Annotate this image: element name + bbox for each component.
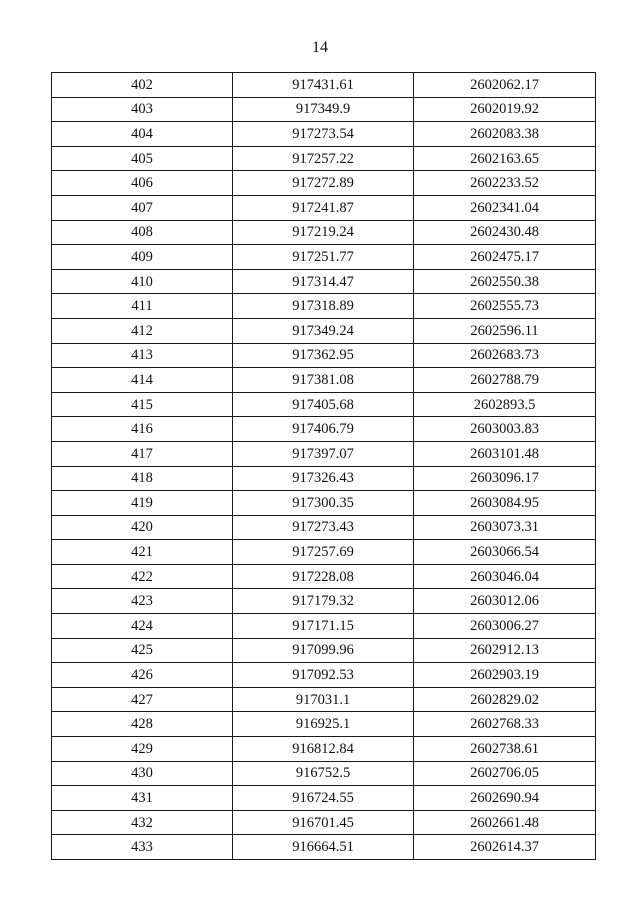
x-coordinate-cell: 917179.32 <box>233 589 414 614</box>
point-number-cell: 414 <box>52 368 233 393</box>
x-coordinate-cell: 917171.15 <box>233 614 414 639</box>
x-coordinate-cell: 917099.96 <box>233 638 414 663</box>
x-coordinate-cell: 917300.35 <box>233 491 414 516</box>
table-row <box>52 392 596 417</box>
y-coordinate-cell: 2602690.94 <box>414 786 596 811</box>
point-number-cell: 409 <box>52 245 233 270</box>
point-number-cell: 413 <box>52 343 233 368</box>
x-coordinate-cell: 916701.45 <box>233 810 414 835</box>
point-number-cell: 411 <box>52 294 233 319</box>
x-coordinate-cell: 917381.08 <box>233 368 414 393</box>
table-row <box>52 663 596 688</box>
table-row <box>52 73 596 98</box>
point-number-cell: 428 <box>52 712 233 737</box>
point-number-cell: 425 <box>52 638 233 663</box>
point-number-cell: 408 <box>52 220 233 245</box>
x-coordinate-cell: 917092.53 <box>233 663 414 688</box>
y-coordinate-cell: 2602555.73 <box>414 294 596 319</box>
y-coordinate-cell: 2603046.04 <box>414 564 596 589</box>
y-coordinate-cell: 2602706.05 <box>414 761 596 786</box>
table-row <box>52 368 596 393</box>
y-coordinate-cell: 2602903.19 <box>414 663 596 688</box>
y-coordinate-cell: 2602596.11 <box>414 318 596 343</box>
x-coordinate-cell: 917397.07 <box>233 441 414 466</box>
x-coordinate-cell: 917257.22 <box>233 146 414 171</box>
table-row <box>52 515 596 540</box>
table-row <box>52 171 596 196</box>
y-coordinate-cell: 2602829.02 <box>414 687 596 712</box>
x-coordinate-cell: 916812.84 <box>233 737 414 762</box>
x-coordinate-cell: 917272.89 <box>233 171 414 196</box>
x-coordinate-cell: 917362.95 <box>233 343 414 368</box>
point-number-cell: 423 <box>52 589 233 614</box>
table-row <box>52 318 596 343</box>
point-number-cell: 410 <box>52 269 233 294</box>
x-coordinate-cell: 917241.87 <box>233 195 414 220</box>
point-number-cell: 416 <box>52 417 233 442</box>
table-row <box>52 687 596 712</box>
x-coordinate-cell: 917219.24 <box>233 220 414 245</box>
y-coordinate-cell: 2603012.06 <box>414 589 596 614</box>
point-number-cell: 431 <box>52 786 233 811</box>
y-coordinate-cell: 2602738.61 <box>414 737 596 762</box>
point-number-cell: 427 <box>52 687 233 712</box>
table-row <box>52 761 596 786</box>
x-coordinate-cell: 916724.55 <box>233 786 414 811</box>
y-coordinate-cell: 2603101.48 <box>414 441 596 466</box>
y-coordinate-cell: 2603073.31 <box>414 515 596 540</box>
point-number-cell: 405 <box>52 146 233 171</box>
x-coordinate-cell: 917326.43 <box>233 466 414 491</box>
x-coordinate-cell: 916752.5 <box>233 761 414 786</box>
point-number-cell: 418 <box>52 466 233 491</box>
y-coordinate-cell: 2602614.37 <box>414 835 596 860</box>
point-number-cell: 417 <box>52 441 233 466</box>
table-row <box>52 294 596 319</box>
x-coordinate-cell: 917228.08 <box>233 564 414 589</box>
table-row <box>52 466 596 491</box>
point-number-cell: 430 <box>52 761 233 786</box>
y-coordinate-cell: 2602083.38 <box>414 122 596 147</box>
x-coordinate-cell: 917031.1 <box>233 687 414 712</box>
table-row <box>52 737 596 762</box>
y-coordinate-cell: 2602163.65 <box>414 146 596 171</box>
table-row <box>52 417 596 442</box>
table-row <box>52 638 596 663</box>
y-coordinate-cell: 2603066.54 <box>414 540 596 565</box>
point-number-cell: 403 <box>52 97 233 122</box>
point-number-cell: 404 <box>52 122 233 147</box>
y-coordinate-cell: 2603096.17 <box>414 466 596 491</box>
y-coordinate-cell: 2602661.48 <box>414 810 596 835</box>
x-coordinate-cell: 917314.47 <box>233 269 414 294</box>
x-coordinate-cell: 917318.89 <box>233 294 414 319</box>
point-number-cell: 424 <box>52 614 233 639</box>
point-number-cell: 419 <box>52 491 233 516</box>
point-number-cell: 432 <box>52 810 233 835</box>
point-number-cell: 412 <box>52 318 233 343</box>
table-row <box>52 835 596 860</box>
x-coordinate-cell: 917406.79 <box>233 417 414 442</box>
y-coordinate-cell: 2602550.38 <box>414 269 596 294</box>
table-row <box>52 343 596 368</box>
point-number-cell: 407 <box>52 195 233 220</box>
table-row <box>52 245 596 270</box>
y-coordinate-cell: 2602475.17 <box>414 245 596 270</box>
table-row <box>52 564 596 589</box>
y-coordinate-cell: 2602893.5 <box>414 392 596 417</box>
y-coordinate-cell: 2602341.04 <box>414 195 596 220</box>
point-number-cell: 426 <box>52 663 233 688</box>
table-row <box>52 614 596 639</box>
x-coordinate-cell: 917273.43 <box>233 515 414 540</box>
x-coordinate-cell: 917251.77 <box>233 245 414 270</box>
table-row <box>52 786 596 811</box>
point-number-cell: 422 <box>52 564 233 589</box>
y-coordinate-cell: 2602683.73 <box>414 343 596 368</box>
table-row <box>52 540 596 565</box>
y-coordinate-cell: 2602019.92 <box>414 97 596 122</box>
table-row <box>52 589 596 614</box>
point-number-cell: 429 <box>52 737 233 762</box>
table-row <box>52 441 596 466</box>
table-row <box>52 97 596 122</box>
table-row <box>52 195 596 220</box>
table-row <box>52 491 596 516</box>
x-coordinate-cell: 917349.9 <box>233 97 414 122</box>
table-row <box>52 712 596 737</box>
table-row <box>52 122 596 147</box>
x-coordinate-cell: 917349.24 <box>233 318 414 343</box>
y-coordinate-cell: 2603084.95 <box>414 491 596 516</box>
x-coordinate-cell: 917431.61 <box>233 73 414 98</box>
table-row <box>52 810 596 835</box>
page-number: 14 <box>312 39 328 56</box>
point-number-cell: 420 <box>52 515 233 540</box>
table-body <box>52 73 596 860</box>
y-coordinate-cell: 2603006.27 <box>414 614 596 639</box>
table-row <box>52 220 596 245</box>
y-coordinate-cell: 2602062.17 <box>414 73 596 98</box>
y-coordinate-cell: 2602233.52 <box>414 171 596 196</box>
coordinate-table <box>51 72 596 860</box>
y-coordinate-cell: 2602768.33 <box>414 712 596 737</box>
x-coordinate-cell: 917405.68 <box>233 392 414 417</box>
y-coordinate-cell: 2602912.13 <box>414 638 596 663</box>
table-row <box>52 269 596 294</box>
point-number-cell: 421 <box>52 540 233 565</box>
x-coordinate-cell: 917273.54 <box>233 122 414 147</box>
y-coordinate-cell: 2603003.83 <box>414 417 596 442</box>
table-row <box>52 146 596 171</box>
y-coordinate-cell: 2602430.48 <box>414 220 596 245</box>
x-coordinate-cell: 916925.1 <box>233 712 414 737</box>
x-coordinate-cell: 916664.51 <box>233 835 414 860</box>
point-number-cell: 406 <box>52 171 233 196</box>
y-coordinate-cell: 2602788.79 <box>414 368 596 393</box>
point-number-cell: 402 <box>52 73 233 98</box>
point-number-cell: 415 <box>52 392 233 417</box>
x-coordinate-cell: 917257.69 <box>233 540 414 565</box>
point-number-cell: 433 <box>52 835 233 860</box>
